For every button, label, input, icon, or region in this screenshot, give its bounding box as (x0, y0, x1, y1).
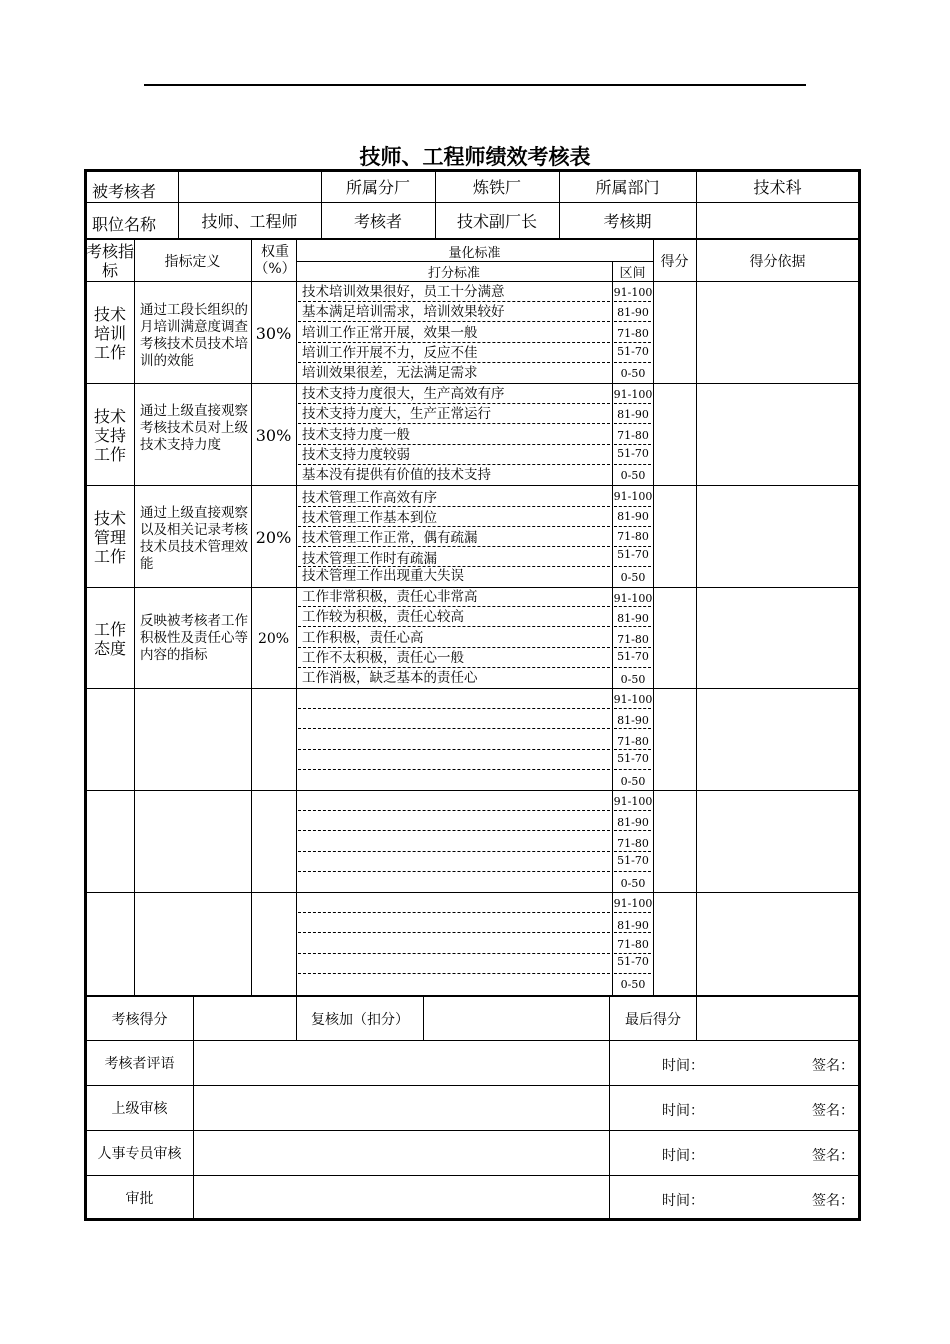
dash-line (614, 444, 651, 445)
dash-line (614, 953, 651, 954)
criterion: 技术管理工作高效有序 (302, 490, 437, 506)
col-indicator: 考核指标 (86, 241, 135, 280)
approval-label: 考核者评语 (104, 1056, 175, 1072)
approval-label: 人事专员审核 (97, 1146, 182, 1162)
range-label: 81-90 (617, 306, 649, 319)
dash-line (614, 708, 651, 709)
department-label: 所属部门 (595, 178, 660, 197)
final-approval-field[interactable] (194, 1177, 608, 1218)
dash-line (614, 626, 651, 627)
range-label: 81-90 (617, 612, 649, 625)
range-label: 91-100 (613, 897, 653, 910)
col-quant: 量化标准 (448, 245, 501, 261)
dash-line (298, 708, 610, 709)
criterion: 工作消极，缺乏基本的责任心 (302, 670, 478, 686)
branch-value[interactable]: 炼铁厂 (472, 178, 521, 197)
dash-line (298, 403, 610, 404)
range-label: 51-70 (617, 548, 649, 561)
range-label: 51-70 (617, 854, 649, 867)
dash-line (614, 362, 651, 363)
dash-line (614, 546, 651, 547)
dash-line (298, 830, 610, 831)
dash-line (614, 423, 651, 424)
block-divider (86, 688, 859, 689)
criterion: 技术支持力度大，生产正常运行 (302, 406, 491, 422)
range-label: 91-100 (613, 286, 653, 299)
criterion: 工作较为积极，责任心较高 (302, 609, 464, 625)
approval-divider (86, 1130, 859, 1131)
dash-line (298, 810, 610, 811)
indicator-name: 技术管理工作 (93, 509, 126, 566)
supervisor-review-field[interactable] (194, 1087, 608, 1129)
col-definition: 指标定义 (164, 253, 221, 270)
sign-label: 签名： (812, 1103, 854, 1119)
dash-line (298, 362, 610, 363)
criterion: 工作不太积极，责任心一般 (302, 650, 464, 666)
criterion: 技术支持力度很大，生产高效有序 (302, 386, 505, 402)
dash-line (298, 667, 610, 668)
table-bottom-rule (86, 995, 859, 997)
range-label: 51-70 (617, 650, 649, 663)
range-label: 71-80 (617, 837, 649, 850)
criterion: 技术管理工作时有疏漏 (302, 551, 437, 567)
range-label: 51-70 (617, 447, 649, 460)
indicator-name: 技术培训工作 (93, 305, 126, 362)
summary-bottom (86, 1040, 859, 1041)
criterion: 技术培训效果很好，员工十分满意 (302, 284, 505, 300)
dash-line (614, 912, 651, 913)
indicator-weight: 20% (255, 528, 292, 547)
range-label: 51-70 (617, 752, 649, 765)
dash-line (298, 932, 610, 933)
column-header-bottom (86, 281, 859, 282)
range-label: 91-100 (613, 592, 653, 605)
range-label: 91-100 (613, 795, 653, 808)
dash-line (614, 526, 651, 527)
dash-line (614, 667, 651, 668)
range-label: 81-90 (617, 816, 649, 829)
col-weight: 权重（%） (254, 243, 296, 277)
page-title: 技师、工程师绩效考核表 (359, 145, 591, 169)
range-label: 71-80 (617, 327, 649, 340)
score-field[interactable] (194, 998, 295, 1039)
range-label: 0-50 (620, 469, 646, 482)
grid-line (134, 240, 135, 996)
dash-line (298, 301, 610, 302)
col-range: 区间 (619, 266, 646, 281)
dash-line (298, 464, 610, 465)
time-label: 时间： (662, 1058, 704, 1074)
dash-line (614, 464, 651, 465)
col-criteria: 打分标准 (427, 266, 480, 281)
range-label: 71-80 (617, 633, 649, 646)
examinee-value[interactable] (178, 171, 321, 202)
dash-line (614, 749, 651, 750)
dash-line (298, 606, 610, 607)
indicator-weight: 30% (255, 324, 292, 343)
dash-line (298, 871, 610, 872)
indicator-definition: 反映被考核者工作积极性及责任心等内容的指标 (140, 613, 248, 663)
range-label: 51-70 (617, 345, 649, 358)
dash-line (298, 647, 610, 648)
time-label: 时间： (662, 1103, 704, 1119)
range-label: 0-50 (620, 571, 646, 584)
final-field[interactable] (697, 998, 859, 1039)
range-label: 81-90 (617, 408, 649, 421)
range-label: 71-80 (617, 530, 649, 543)
dash-line (298, 546, 610, 547)
dash-line (614, 851, 651, 852)
range-label: 51-70 (617, 955, 649, 968)
final-label: 最后得分 (625, 1011, 681, 1028)
range-label: 91-100 (613, 490, 653, 503)
top-rule (144, 84, 806, 86)
approval-label: 审批 (125, 1190, 154, 1207)
position-label: 职位名称 (92, 215, 157, 234)
dash-line (614, 403, 651, 404)
dash-line (298, 851, 610, 852)
assessor-label: 考核者 (353, 212, 402, 231)
dash-line (298, 953, 610, 954)
dash-line (298, 769, 610, 770)
range-label: 71-80 (617, 938, 649, 951)
col-basis: 得分依据 (749, 253, 806, 270)
time-label: 时间： (662, 1148, 704, 1164)
range-label: 0-50 (620, 978, 646, 991)
range-label: 0-50 (620, 877, 646, 890)
hr-review-field[interactable] (194, 1132, 608, 1174)
score-label: 考核得分 (111, 1011, 168, 1028)
approval-divider (86, 1175, 859, 1176)
criterion: 技术支持力度较弱 (302, 447, 410, 463)
dash-line (298, 626, 610, 627)
time-label: 时间： (662, 1193, 704, 1209)
indicator-name: 技术支持工作 (93, 407, 126, 464)
criterion: 工作积极，责任心高 (302, 630, 424, 646)
examinee-label: 被考核者 (92, 182, 157, 201)
indicator-weight: 30% (255, 426, 292, 445)
dash-line (614, 506, 651, 507)
dash-line (298, 973, 610, 974)
grid-line (296, 240, 297, 996)
block-divider (86, 892, 859, 893)
criterion: 技术管理工作出现重大失误 (302, 568, 464, 584)
criterion: 培训工作正常开展，效果一般 (302, 325, 478, 341)
dash-line (614, 769, 651, 770)
dash-line (614, 871, 651, 872)
criterion: 技术管理工作基本到位 (302, 510, 437, 526)
range-label: 81-90 (617, 714, 649, 727)
range-label: 91-100 (613, 388, 653, 401)
criterion: 工作非常积极，责任心非常高 (302, 589, 478, 605)
range-label: 71-80 (617, 735, 649, 748)
dash-line (614, 342, 651, 343)
dash-line (298, 423, 610, 424)
dash-line (614, 728, 651, 729)
criterion: 基本满足培训需求，培训效果较好 (302, 304, 505, 320)
dash-line (298, 321, 610, 322)
dash-line (614, 301, 651, 302)
criterion: 培训效果很差，无法满足需求 (302, 365, 478, 381)
grid-line (653, 240, 654, 996)
dash-line (614, 973, 651, 974)
block-divider (86, 587, 859, 588)
range-label: 0-50 (620, 775, 646, 788)
sign-label: 签名： (812, 1193, 854, 1209)
position-value[interactable]: 技师、工程师 (201, 212, 298, 231)
range-label: 81-90 (617, 510, 649, 523)
dash-line (614, 932, 651, 933)
dash-line (298, 749, 610, 750)
approval-label: 上级审核 (111, 1101, 168, 1117)
range-label: 71-80 (617, 429, 649, 442)
dash-line (614, 830, 651, 831)
range-label: 0-50 (620, 673, 646, 686)
adjust-field[interactable] (424, 998, 608, 1039)
dash-line (614, 321, 651, 322)
dash-line (298, 728, 610, 729)
dash-line (298, 912, 610, 913)
sign-label: 签名： (812, 1148, 854, 1164)
indicator-name: 工作态度 (93, 620, 126, 658)
indicator-definition: 通过工段长组织的月培训满意度调查考核技术员技术培训的效能 (140, 302, 248, 369)
dash-line (298, 526, 610, 527)
criterion: 技术管理工作正常，偶有疏漏 (302, 530, 478, 546)
col-score: 得分 (660, 253, 689, 270)
dash-line (298, 342, 610, 343)
criterion: 技术支持力度一般 (302, 427, 410, 443)
indicator-weight: 20% (257, 631, 290, 647)
dash-line (614, 566, 651, 567)
comment-field[interactable] (194, 1042, 608, 1084)
block-divider (86, 485, 859, 486)
indicator-definition: 通过上级直接观察以及相关记录考核技术员技术管理效能 (140, 505, 248, 572)
sign-label: 签名： (812, 1058, 854, 1074)
indicator-definition: 通过上级直接观察考核技术员对上级技术支持力度 (140, 403, 248, 453)
criterion: 基本没有提供有价值的技术支持 (302, 467, 491, 483)
assessor-value[interactable]: 技术副厂长 (456, 212, 537, 231)
block-divider (86, 383, 859, 384)
range-label: 81-90 (617, 919, 649, 932)
period-value[interactable] (696, 203, 859, 238)
range-label: 0-50 (620, 367, 646, 380)
criterion: 培训工作开展不力，反应不佳 (302, 345, 478, 361)
grid-line (696, 240, 697, 996)
dash-line (614, 647, 651, 648)
adjust-label: 复核加（扣分） (311, 1011, 409, 1028)
dash-line (298, 506, 610, 507)
dash-line (614, 606, 651, 607)
dash-line (298, 566, 610, 567)
dash-line (298, 444, 610, 445)
dash-line (614, 810, 651, 811)
branch-label: 所属分厂 (345, 178, 410, 197)
approval-divider (86, 1085, 859, 1086)
range-label: 91-100 (613, 693, 653, 706)
department-value[interactable]: 技术科 (753, 178, 802, 197)
block-divider (86, 790, 859, 791)
period-label: 考核期 (603, 212, 652, 231)
